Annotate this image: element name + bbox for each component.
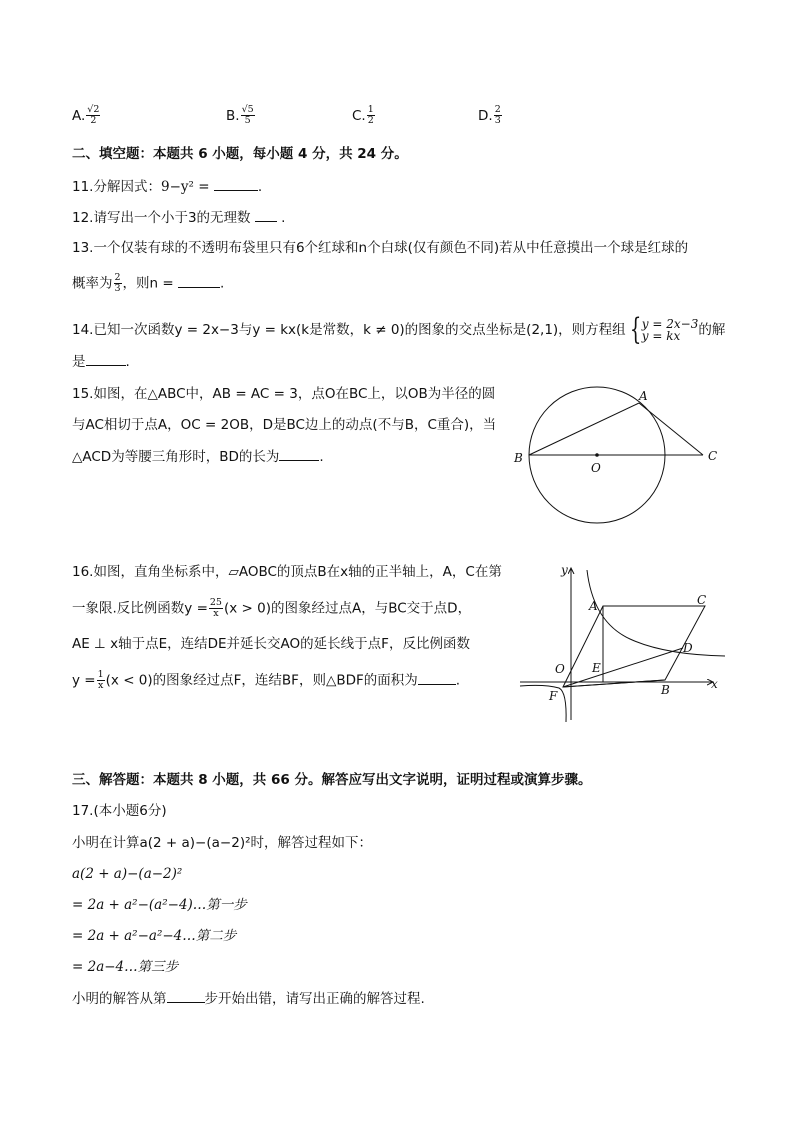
q16-label-a: A: [589, 599, 598, 613]
q16-label-f: F: [549, 689, 558, 703]
choice-a-label: A.: [72, 107, 86, 124]
q17-step2: = 2a + a²−a²−4…第二步: [72, 928, 237, 944]
section3-title: 三、解答题：本题共 8 小题，共 66 分。解答应写出文字说明，证明过程或演算步骤。: [72, 772, 592, 788]
q16-hyperbola-positive: [587, 570, 725, 656]
q16-line2: 一象限.反比例函数y = $\frac{25}{x}$ (x > 0)的图象经过点A，与BC交于点D，: [72, 597, 472, 619]
q15-label-o: O: [591, 461, 601, 475]
q14-line1: 14.已知一次函数y = 2x−3与y = kx(k是常数，k ≠ 0)的图象的交点坐标是(2,1)，则方程组 { y = 2x−3 y = kx 的解: [72, 312, 726, 347]
choice-c: [352, 105, 376, 126]
q15-label-c: C: [708, 449, 718, 463]
choice-b: [226, 105, 256, 126]
q17-intro: 小明在计算a(2 + a)−(a−2)²时，解答过程如下：: [72, 835, 372, 851]
q16-segment-df: [563, 648, 683, 687]
q17-conclusion: 小明的解答从第 步开始出错，请写出正确的解答过程.: [72, 991, 425, 1007]
q11-answer-blank[interactable]: [214, 177, 258, 191]
choice-a: [72, 105, 101, 126]
q13-fraction: $\frac{2}{3}$: [114, 272, 121, 294]
q16-fraction-25x: $\frac{25}{x}$: [209, 597, 222, 619]
q13-answer-blank[interactable]: [178, 274, 220, 288]
choice-b-label: B.: [226, 107, 240, 124]
q17-step0: a(2 + a)−(a−2)²: [72, 866, 183, 882]
q13-line1: 13.一个仅装有球的不透明布袋里只有6个红球和n个白球(仅有颜色不同)若从中任意摸出一个球是红球的: [72, 240, 689, 256]
q15-answer-blank[interactable]: [279, 447, 319, 461]
q15-label-a: A: [639, 389, 648, 403]
choice-a-fraction: $\frac{√2}{2}$: [87, 104, 100, 126]
q16-label-e: E: [592, 661, 601, 675]
q16-fraction-1x: $\frac{1}{x}$: [97, 669, 104, 691]
q14-equation-system: { y = 2x−3 y = kx: [629, 312, 699, 347]
q16-label-d: D: [683, 641, 693, 655]
q16-label-c: C: [697, 593, 707, 607]
choice-d-label: D.: [478, 107, 493, 124]
q15-segment-ac: [639, 403, 703, 455]
choice-d-fraction: $\frac{2}{3}$: [494, 104, 501, 126]
q11: 11.分解因式：9−y² = .: [72, 179, 263, 195]
q16-axis-label-y: y: [561, 563, 568, 577]
q16-answer-blank[interactable]: [418, 671, 456, 685]
q15-line3: △ACD为等腰三角形时，BD的长为 .: [72, 449, 324, 465]
q12-answer-blank[interactable]: [255, 208, 277, 222]
q17-header: 17.(本小题6分): [72, 803, 167, 819]
choice-b-fraction: $\frac{√5}{5}$: [241, 104, 254, 126]
q13-line2: 概率为 $\frac{2}{3}$ ，则n = .: [72, 272, 225, 294]
choice-c-label: C.: [352, 107, 366, 124]
q16-figure: [515, 560, 725, 730]
q17-step3: = 2a−4…第三步: [72, 959, 179, 975]
q15-center-dot: [595, 453, 599, 457]
q15-label-b: B: [514, 451, 523, 465]
q16-line4: y = $\frac{1}{x}$ (x < 0)的图象经过点F，连结BF，则△BDF的面积为 .: [72, 669, 461, 691]
q16-label-o: O: [555, 662, 565, 676]
choice-d: [478, 105, 503, 126]
section2-title: 二、填空题：本题共 6 小题，每小题 4 分，共 24 分。: [72, 146, 408, 162]
q17-step1: = 2a + a²−(a²−4)…第一步: [72, 897, 247, 913]
choice-c-fraction: $\frac{1}{2}$: [367, 104, 374, 126]
q17-answer-blank[interactable]: [167, 989, 205, 1003]
q16-segment-bf: [563, 680, 665, 687]
q16-label-b: B: [661, 683, 670, 697]
q15-line2: 与AC相切于点A，OC = 2OB，D是BC边上的动点(不与B，C重合)，当: [72, 417, 497, 433]
q15-figure: [505, 380, 725, 526]
q14-line2: 是 .: [72, 354, 130, 370]
q16-line3: AE ⊥ x轴于点E，连结DE并延长交AO的延长线于点F，反比例函数: [72, 636, 470, 652]
q16-hyperbola-negative: [520, 685, 566, 722]
q16-line1: 16.如图，直角坐标系中，▱AOBC的顶点B在x轴的正半轴上，A，C在第: [72, 564, 502, 580]
q14-answer-blank[interactable]: [86, 352, 126, 366]
q16-axis-label-x: x: [711, 677, 718, 691]
q12: 12.请写出一个小于3的无理数 .: [72, 210, 286, 226]
q15-line1: 15.如图，在△ABC中，AB = AC = 3，点O在BC上，以OB为半径的圆: [72, 386, 496, 402]
